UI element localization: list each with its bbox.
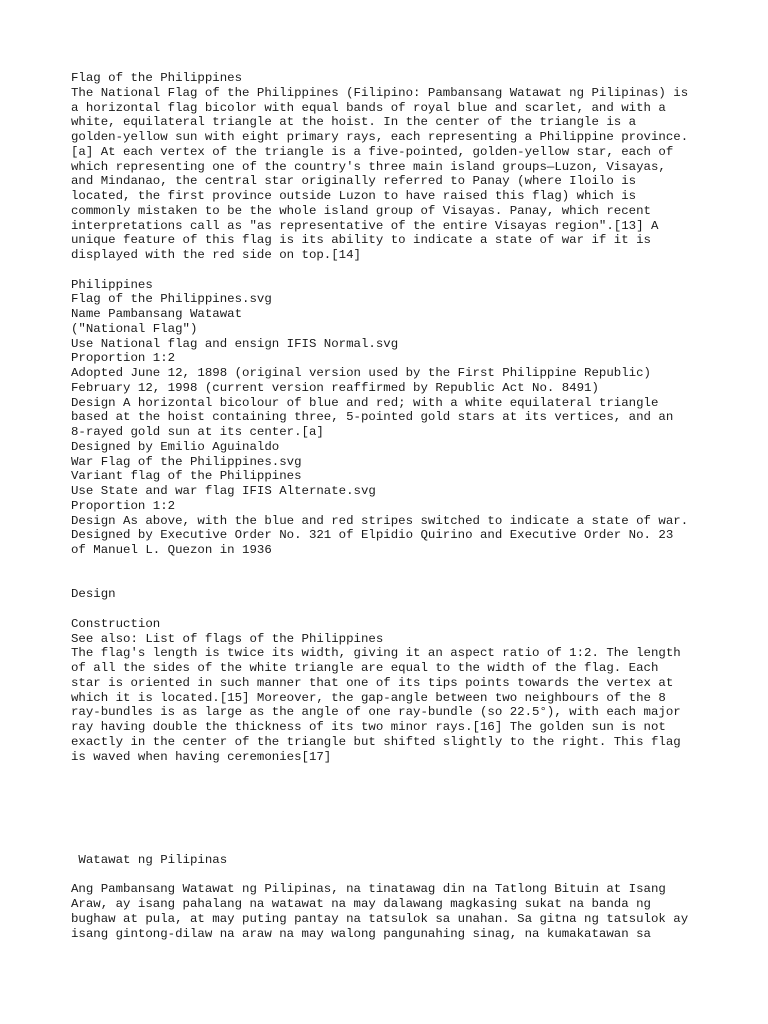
infobox-line: Design A horizontal bicolour of blue and red; with a white equilateral triangle (71, 395, 659, 410)
blank-line (71, 823, 711, 838)
see-also-line: See also: List of flags of the Philippines (71, 631, 384, 646)
infobox-line: February 12, 1998 (current version reaffirmed by Republic Act No. 8491) (71, 380, 599, 395)
subsection-heading-construction: Construction (71, 616, 161, 631)
intro-paragraph-line: The National Flag of the Philippines (Filipino: Pambansang Watawat ng Pilipinas) is (71, 85, 689, 100)
construction-paragraph-line: which it is located.[15] Moreover, the gap-angle between two neighbours of the 8 (71, 690, 666, 705)
infobox-line: Design As above, with the blue and red stripes switched to indicate a state of war. (71, 513, 689, 528)
infobox-line: of Manuel L. Quezon in 1936 (71, 543, 272, 557)
construction-paragraph-line: The flag's length is twice its width, giving it an aspect ratio of 1:2. The length (71, 646, 681, 661)
section-heading-design: Design (71, 587, 116, 602)
construction-paragraph-line: exactly in the center of the triangle but shifted slightly to the right. This flag (71, 734, 681, 749)
intro-paragraph-line: white, equilateral triangle at the hoist. In the center of the triangle is a (71, 115, 637, 130)
section-heading-watawat: Watawat ng Pilipinas (71, 852, 228, 867)
blank-line (71, 809, 711, 824)
infobox-line: Use State and war flag IFIS Alternate.svg (71, 484, 376, 498)
intro-paragraph-line: a horizontal flag bicolor with equal bands of royal blue and scarlet, and with a (71, 100, 666, 115)
blank-line (71, 838, 711, 853)
intro-paragraph-line: located, the first province outside Luzon to have raised this flag) which is (71, 189, 637, 203)
infobox-line: 8-rayed gold sun at its center.[a] (71, 425, 324, 439)
construction-paragraph-line: ray-bundles is as large as the angle of one ray-bundle (so 22.5°), with each major (71, 705, 681, 720)
intro-paragraph-line: which representing one of the country's three main island groups—Luzon, Visayas, (71, 159, 666, 174)
blank-line (71, 764, 711, 779)
blank-line (71, 602, 711, 617)
infobox-line: Designed by Executive Order No. 321 of Elpidio Quirino and Executive Order No. 23 (71, 528, 674, 543)
infobox-line: Variant flag of the Philippines (71, 469, 302, 484)
infobox-line: Flag of the Philippines.svg (71, 292, 272, 307)
blank-line (71, 573, 711, 588)
infobox-line: Proportion 1:2 (71, 498, 176, 513)
infobox-line: ("National Flag") (71, 321, 198, 336)
blank-line (71, 558, 711, 573)
intro-paragraph-line: and Mindanao, the central star originally referred to Panay (where Iloilo is (71, 174, 637, 189)
tagalog-paragraph-line: bughaw at pula, at may puting pantay na tatsulok sa unahan. Sa gitna ng tatsulok ay (71, 911, 689, 926)
infobox-line: based at the hoist containing three, 5-pointed gold stars at its vertices, and an (71, 410, 674, 425)
intro-paragraph-line: commonly mistaken to be the whole island group of Visayas. Panay, which recent (71, 203, 651, 218)
blank-line (71, 794, 711, 809)
infobox-line: Use National flag and ensign IFIS Normal.svg (71, 336, 399, 351)
document-body (71, 71, 711, 941)
intro-paragraph-line: interpretations call as "as representative of the entire Visayas region".[13] A (71, 218, 659, 233)
tagalog-paragraph-line: Araw, ay isang pahalang na watawat na may dalawang magkasing sukat na banda ng (71, 897, 651, 911)
infobox-line: Adopted June 12, 1898 (original version used by the First Philippine Republic) (71, 366, 651, 380)
intro-paragraph-line: unique feature of this flag is its ability to indicate a state of war if it is (71, 233, 651, 248)
infobox-line: Proportion 1:2 (71, 351, 176, 366)
tagalog-paragraph-line: Ang Pambansang Watawat ng Pilipinas, na tinatawag din na Tatlong Bituin at Isang (71, 882, 666, 897)
infobox-line: Philippines (71, 277, 153, 292)
intro-paragraph-line: displayed with the red side on top.[14] (71, 248, 361, 262)
construction-paragraph-line: ray having double the thickness of its two minor rays.[16] The golden sun is not (71, 720, 666, 734)
construction-paragraph-line: of all the sides of the white triangle are equal to the width of the flag. Each (71, 661, 659, 675)
infobox-line: Designed by Emilio Aguinaldo (71, 439, 280, 454)
doc-title: Flag of the Philippines (71, 71, 243, 85)
infobox-line: Name Pambansang Watawat (71, 307, 243, 321)
blank-line (71, 868, 711, 883)
construction-paragraph-line: star is oriented in such manner that one of its tips points towards the vertex at (71, 675, 674, 690)
intro-paragraph-line: golden-yellow sun with eight primary rays, each representing a Philippine province. (71, 130, 689, 144)
blank-line (71, 779, 711, 794)
tagalog-paragraph-line: isang gintong-dilaw na araw na may walong pangunahing sinag, na kumakatawan sa (71, 926, 651, 941)
blank-line (71, 263, 711, 278)
intro-paragraph-line: [a] At each vertex of the triangle is a five-pointed, golden-yellow star, each of (71, 144, 674, 159)
construction-paragraph-line: is waved when having ceremonies[17] (71, 749, 332, 764)
infobox-line: War Flag of the Philippines.svg (71, 454, 302, 469)
